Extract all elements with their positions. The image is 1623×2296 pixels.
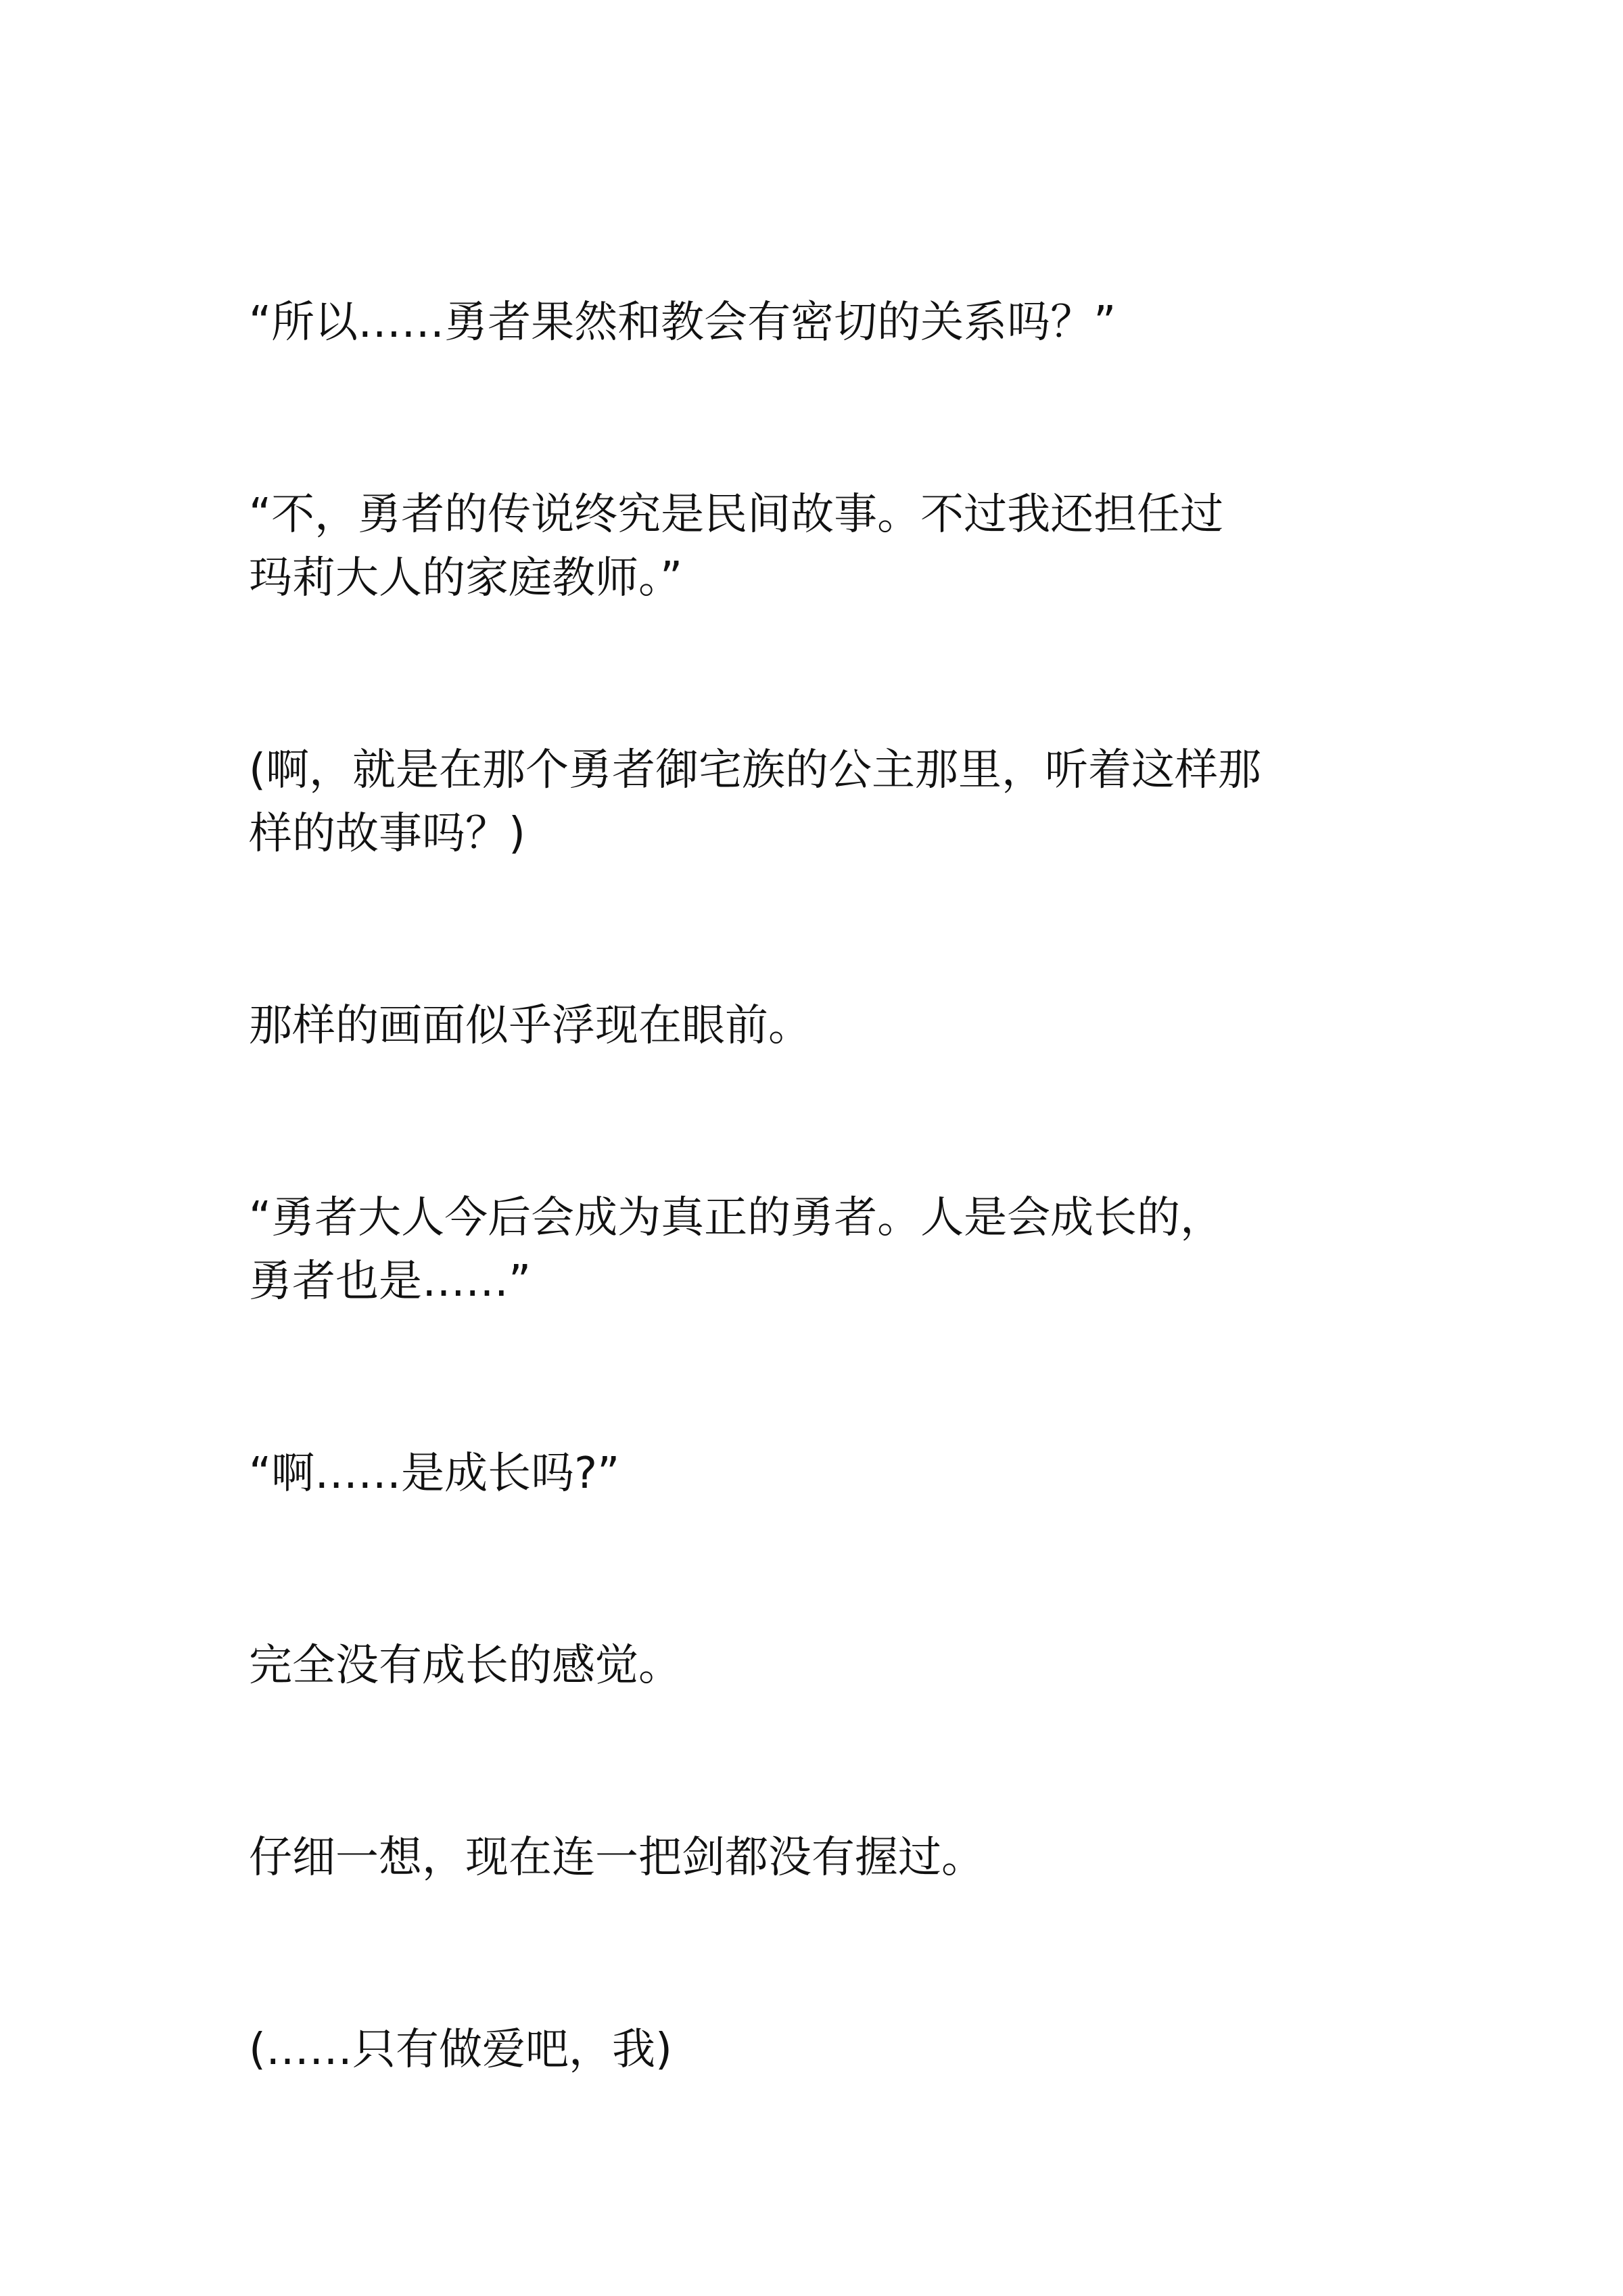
paragraph xyxy=(249,291,1398,354)
text-line: (……只有做爱吧，我) xyxy=(249,2025,672,2075)
paragraph xyxy=(249,1634,1398,1697)
paragraph xyxy=(249,1826,1398,1890)
text-line: “不，勇者的传说终究是民间故事。不过我还担任过 xyxy=(249,490,1224,540)
paragraph xyxy=(249,994,1398,1058)
text-line: “啊……是成长吗?” xyxy=(249,1449,620,1499)
text-line: 玛莉大人的家庭教师。” xyxy=(249,553,683,603)
text-line: “勇者大人今后会成为真正的勇者。人是会成长的， xyxy=(249,1193,1224,1243)
paragraph xyxy=(249,1442,1398,1505)
document-body xyxy=(249,291,1398,2210)
text-line: 仔细一想，现在连一把剑都没有握过。 xyxy=(249,1833,985,1883)
paragraph xyxy=(249,739,1398,866)
text-line: 那样的画面似乎浮现在眼前。 xyxy=(249,1001,812,1051)
text-line: 样的故事吗？) xyxy=(249,809,525,859)
paragraph xyxy=(249,1186,1398,1313)
text-line: 勇者也是……” xyxy=(249,1257,532,1307)
text-line: 完全没有成长的感觉。 xyxy=(249,1641,682,1691)
text-line: “所以……勇者果然和教会有密切的关系吗？” xyxy=(249,298,1116,348)
paragraph xyxy=(249,2018,1398,2082)
paragraph xyxy=(249,483,1398,610)
text-line: (啊，就是在那个勇者御宅族的公主那里，听着这样那 xyxy=(249,745,1261,795)
